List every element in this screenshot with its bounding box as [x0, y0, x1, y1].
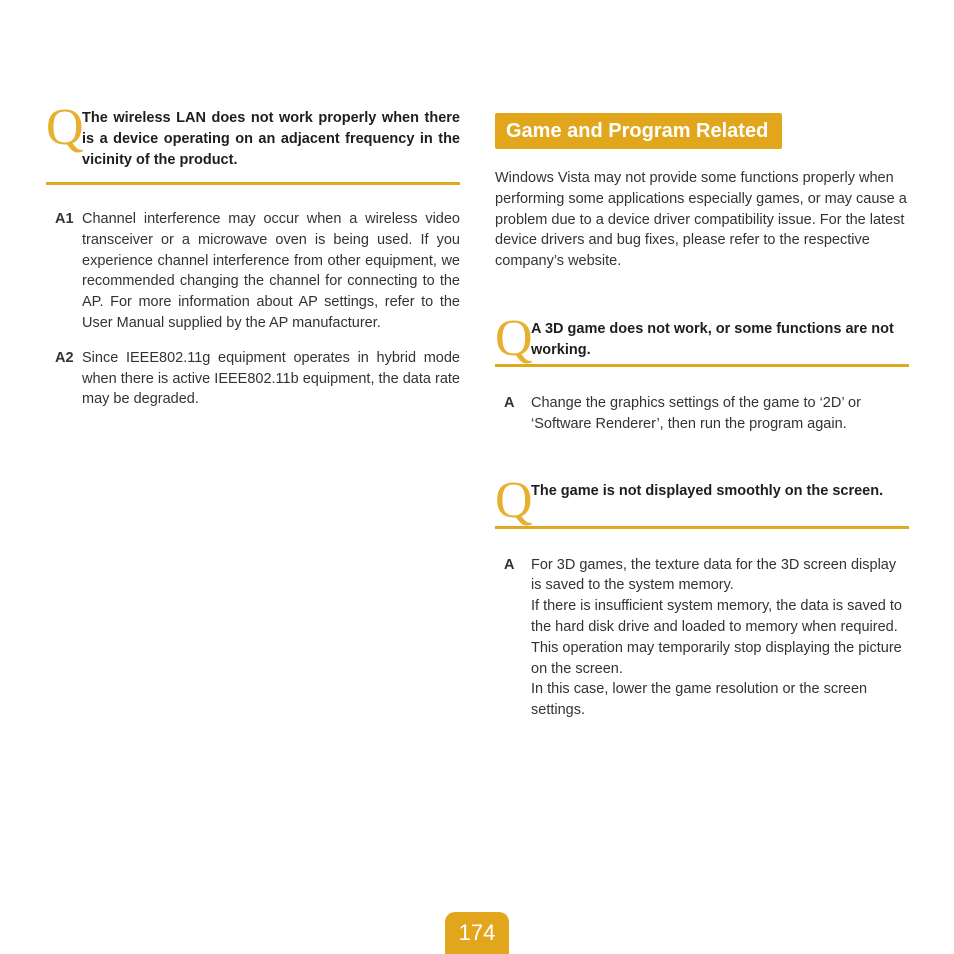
answer-text: Channel interference may occur when a wireless video transceiver or a microwave oven is being used. If you experience channel interference from other equipment, we recommended changing the channel for connecting to the AP. For more information about AP settings, refer to the User Manual supplied by the AP manufacturer.	[82, 211, 460, 331]
left-column	[46, 99, 460, 410]
answer-label: A2	[55, 349, 74, 366]
answer-paragraph: In this case, lower the game resolution or the screen settings.	[531, 681, 868, 719]
answer-game-smooth	[495, 555, 909, 721]
answer-text	[531, 393, 909, 435]
answer-3d-game	[495, 393, 909, 435]
section-intro: Windows Vista may not provide some functions properly when performing some applications especially games, or may cause a problem due to a device driver compatibility issue. For the latest device drivers and bug fixes, please refer to the respective company’s website.	[495, 170, 907, 270]
answer-paragraph: For 3D games, the texture data for the 3D screen display is saved to the system memory.	[531, 556, 897, 594]
answer-label: A	[504, 556, 515, 573]
answer-text: Since IEEE802.11g equipment operates in hybrid mode when there is active IEEE802.11b equipment, the data rate may be degraded.	[82, 349, 460, 408]
question-wireless-lan	[46, 99, 460, 185]
question-text: The game is not displayed smoothly on the screen.	[531, 482, 884, 499]
answer-a2	[46, 348, 460, 410]
right-column	[495, 113, 909, 721]
section-title: Game and Program Related	[495, 113, 782, 149]
answer-a1	[46, 209, 460, 334]
question-3d-game	[495, 309, 909, 367]
answer-label: A	[504, 394, 515, 411]
q-marker: Q	[495, 309, 533, 367]
q-marker: Q	[495, 471, 533, 529]
answer-paragraph: Change the graphics settings of the game to ‘2D’ or ‘Software Renderer’, then run the program again.	[531, 394, 861, 432]
answer-label: A1	[55, 211, 74, 227]
q-marker: Q	[46, 99, 84, 156]
answer-paragraph: If there is insufficient system memory, the data is saved to the hard disk drive and loaded to memory when required. This operation may temporarily stop displaying the picture on the screen.	[531, 598, 902, 677]
question-text: The wireless LAN does not work properly when there is a device operating on an adjacent frequency in the vicinity of the product.	[82, 110, 460, 168]
question-text: A 3D game does not work, or some functions are not working.	[531, 320, 894, 358]
question-game-smooth	[495, 471, 909, 529]
answer-text	[531, 555, 909, 721]
page-number: 174	[445, 912, 509, 954]
